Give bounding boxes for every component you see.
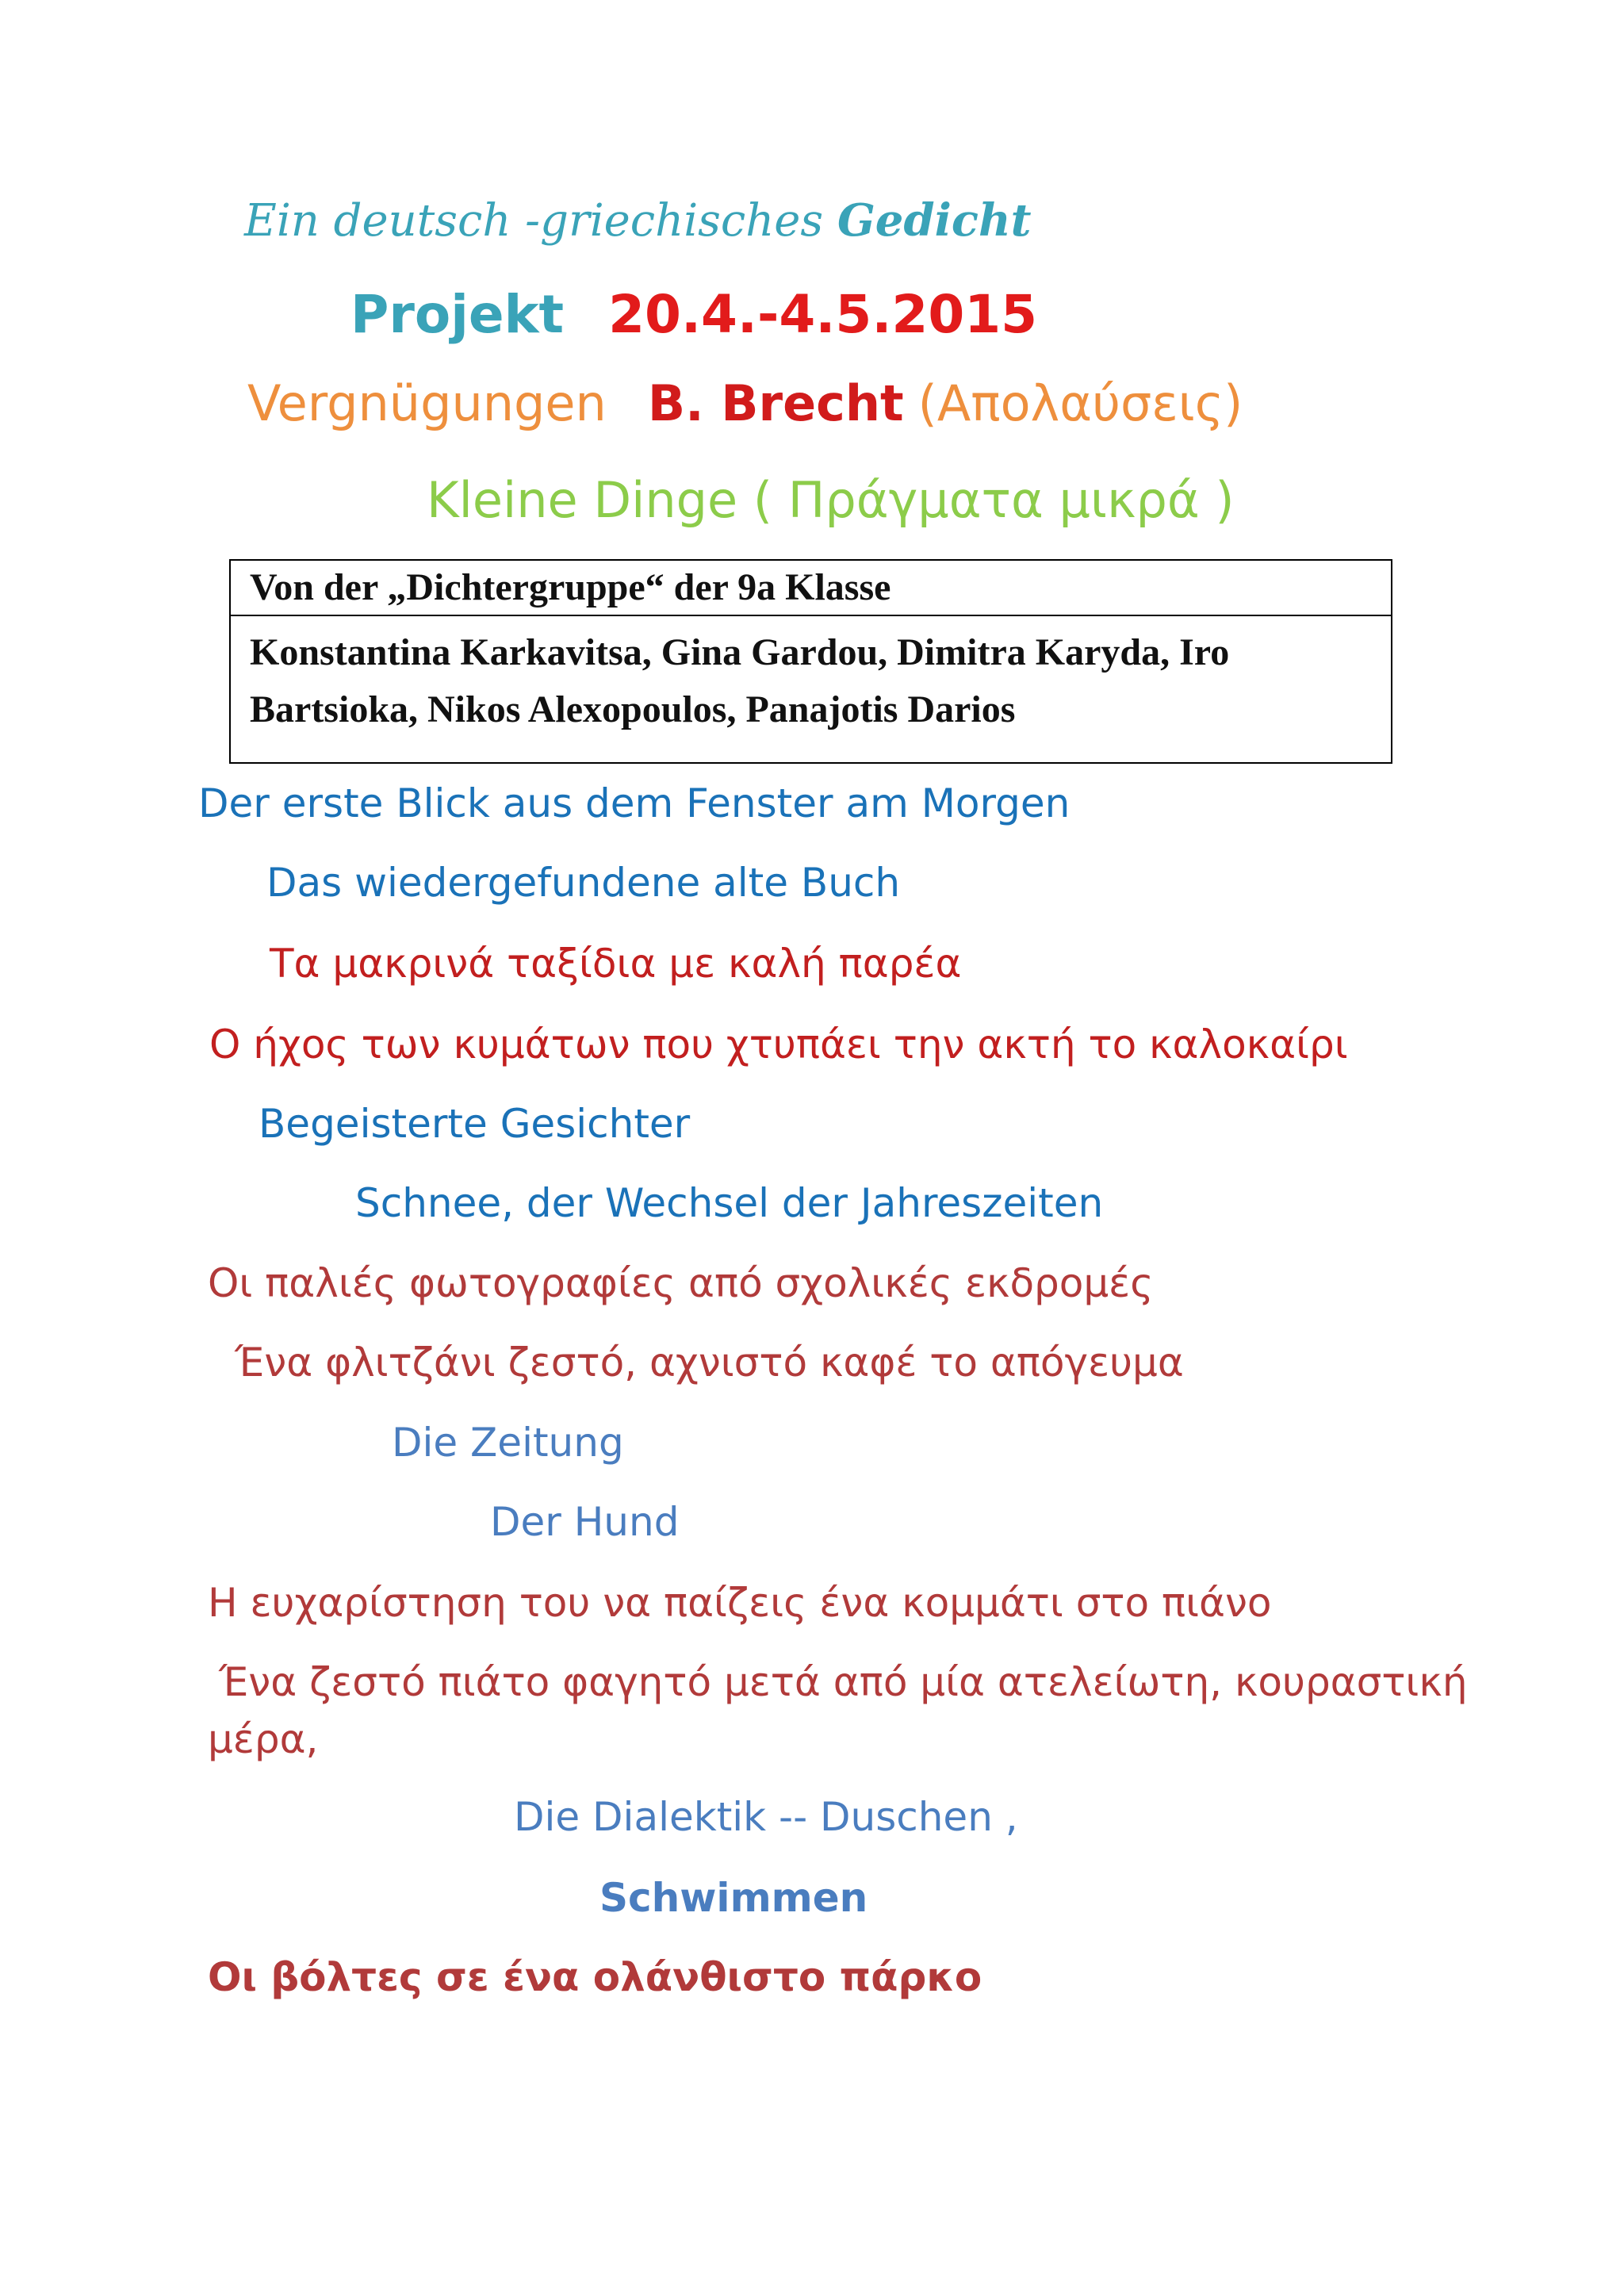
title-text: Ein deutsch -griechisches: [244, 195, 824, 247]
poem-line-14: Schwimmen: [599, 1875, 868, 1921]
poem-line-10: Der Hund: [490, 1499, 680, 1545]
project-label: Projekt: [350, 284, 565, 345]
poem-line-4: Ο ήχος των κυμάτων που χτυπάει την ακτή το καλοκαίρι: [209, 1022, 1348, 1068]
poem-line-9: Die Zeitung: [392, 1420, 624, 1466]
poem-line-3: Τα μακρινά ταξίδια με καλή παρέα: [270, 941, 962, 987]
poem-line-12: Ένα ζεστό πιάτο φαγητό μετά από μία ατελείωτη, κουραστική: [219, 1659, 1468, 1705]
poem-title: Vergnügungen: [247, 374, 607, 432]
poem-line-8: Ένα φλιτζάνι ζεστό, αχνιστό καφέ το απόγευμα: [235, 1340, 1184, 1386]
poem-line-6: Schnee, der Wechsel der Jahreszeiten: [355, 1180, 1104, 1226]
poem-line-7: Οι παλιές φωτογραφίες από σχολικές εκδρομές: [208, 1260, 1154, 1306]
project-dates: 20.4.-4.5.2015: [608, 284, 1038, 345]
poem-line-11: Η ευχαρίστηση του να παίζεις ένα κομμάτι στο πιάνο: [208, 1580, 1272, 1626]
poem-title-greek: (Απολαύσεις): [917, 374, 1243, 432]
poem-line-15: Οι βόλτες σε ένα ολάνθιστο πάρκο: [208, 1954, 982, 2000]
poem-author: B. Brecht: [647, 374, 904, 432]
project-line: [350, 284, 1037, 345]
title-strong-word: Gedicht: [837, 194, 1032, 247]
poem-line-13: Die Dialektik -- Duschen ,: [514, 1794, 1018, 1840]
poem-line-2: Das wiedergefundene alte Buch: [266, 860, 901, 906]
subtitle: Kleine Dinge ( Πράγματα μικρά ): [427, 471, 1235, 529]
document-title: [244, 194, 1032, 247]
poem-line-12-continued: μέρα,: [208, 1716, 319, 1762]
poem-line-1: Der erste Blick aus dem Fenster am Morgen: [198, 780, 1071, 826]
group-heading: Von der „Dichtergruppe“ der 9a Klasse: [231, 561, 1391, 616]
group-info-table: [229, 559, 1392, 764]
poem-line-5: Begeisterte Gesichter: [259, 1101, 691, 1147]
group-members: Konstantina Karkavitsa, Gina Gardou, Dimitra Karyda, Iro Bartsioka, Nikos Alexopoulos, Panajotis Darios: [250, 631, 1230, 730]
poem-title-line: [247, 374, 1243, 432]
